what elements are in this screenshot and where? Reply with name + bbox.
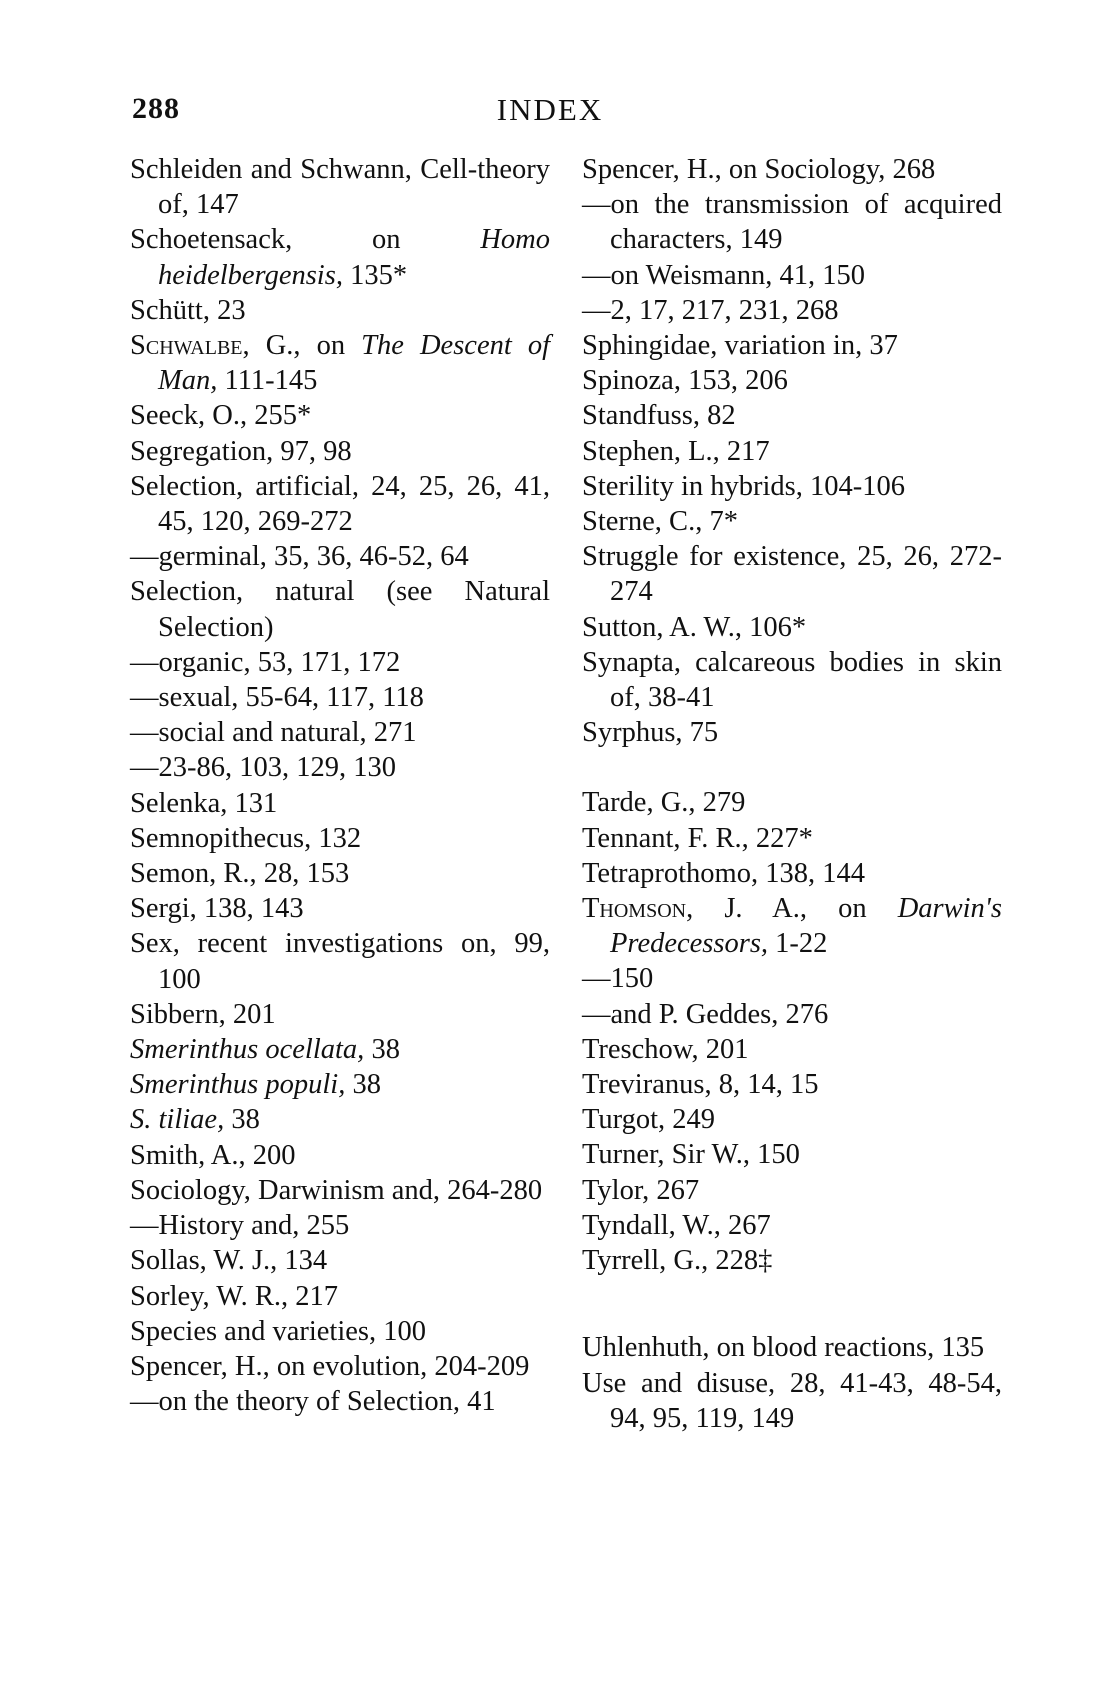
index-entry [582, 258, 1002, 293]
index-entry [582, 610, 1002, 645]
entry-text: —germinal, 35, 36, 46-52, 64 [130, 541, 469, 573]
entry-text: Treviranus, 8, 14, 15 [582, 1069, 819, 1101]
index-entry [130, 434, 550, 469]
index-entry [130, 222, 550, 292]
entry-text: Sibbern, 201 [130, 998, 276, 1030]
entry-text: Thomson [582, 893, 687, 925]
entry-text: Semon, R., 28, 153 [130, 858, 350, 890]
index-entry [130, 469, 550, 539]
entry-text: —23-86, 103, 129, 130 [130, 752, 396, 784]
entry-text: Species and varieties, 100 [130, 1315, 426, 1347]
entry-text: —2, 17, 217, 231, 268 [582, 294, 839, 326]
index-entry [582, 1208, 1002, 1243]
entry-text: The Descent of Man, [158, 330, 550, 397]
index-entry [582, 645, 1002, 715]
page-number: 288 [132, 92, 180, 125]
index-entry [130, 539, 550, 574]
entry-text: Smith, A., 200 [130, 1139, 296, 1171]
entry-text: Tyndall, W., 267 [582, 1209, 771, 1241]
index-entry [130, 328, 550, 398]
index-entry [582, 1032, 1002, 1067]
entry-text: Homo heidelbergensis, [158, 224, 550, 291]
index-entry [582, 1067, 1002, 1102]
section-gap [582, 750, 1002, 785]
entry-text: Schleiden and Schwann, Cell-theory of, 147 [130, 154, 550, 221]
index-entry [130, 715, 550, 750]
entry-text: —on the theory of Selection, 41 [130, 1386, 496, 1418]
entry-text: —on the transmission of acquired characters, 149 [582, 189, 1002, 256]
entry-text: Selenka, 131 [130, 787, 278, 819]
entry-text: —150 [582, 963, 654, 995]
index-entry [582, 434, 1002, 469]
entry-text: —social and natural, 271 [130, 717, 417, 749]
entry-text: 38 [224, 1104, 260, 1136]
entry-text: Schoetensack, on [130, 224, 481, 256]
index-entry [130, 1208, 550, 1243]
index-entry [130, 1173, 550, 1208]
entry-text: —History and, 255 [130, 1210, 350, 1242]
index-entry [130, 1102, 550, 1137]
entry-text: Spencer, H., on Sociology, 268 [582, 154, 936, 185]
index-entry [130, 1067, 550, 1102]
entry-text: Sociology, Darwinism and, 264-280 [130, 1174, 543, 1206]
entry-text: Sergi, 138, 143 [130, 893, 304, 925]
page-header [0, 92, 1100, 132]
page-title: INDEX [496, 92, 604, 127]
entry-text: Tylor, 267 [582, 1174, 700, 1206]
index-entry [130, 645, 550, 680]
index-entry [582, 1137, 1002, 1172]
index-entry [130, 1314, 550, 1349]
index-entry [130, 1243, 550, 1278]
index-entry [582, 1102, 1002, 1137]
index-entry [130, 398, 550, 433]
entry-text: Tennant, F. R., 227* [582, 822, 813, 854]
entry-text: 38 [364, 1034, 400, 1066]
index-entry [130, 1384, 550, 1419]
entry-text: Sollas, W. J., 134 [130, 1245, 328, 1277]
index-entry [582, 1243, 1002, 1278]
index-entry [130, 1279, 550, 1314]
entry-text: Stephen, L., 217 [582, 435, 770, 467]
index-entry [582, 152, 1002, 187]
index-entry [130, 856, 550, 891]
entry-text: Use and disuse, 28, 41-43, 48-54, 94, 95, 119, 149 [582, 1367, 1002, 1434]
index-entry [130, 152, 550, 222]
index-entry [130, 1138, 550, 1173]
index-entry [582, 363, 1002, 398]
entry-text: —on Weismann, 41, 150 [582, 259, 865, 291]
entry-text: Seeck, O., 255* [130, 400, 312, 432]
entry-text: , J. A., on [686, 893, 898, 925]
entry-text: Sterility in hybrids, 104-106 [582, 470, 905, 502]
entry-text: 111-145 [217, 365, 318, 397]
entry-text: Smerinthus populi, [130, 1069, 346, 1101]
entry-text: —organic, 53, 171, 172 [130, 646, 401, 678]
index-entry [582, 398, 1002, 433]
entry-text: 1-22 [768, 928, 828, 960]
index-entry [582, 539, 1002, 609]
entry-text: Turner, Sir W., 150 [582, 1139, 800, 1171]
index-entry [130, 786, 550, 821]
entry-text: Tetraprothomo, 138, 144 [582, 857, 865, 889]
entry-text: Synapta, calcareous bodies in skin of, 38-41 [582, 646, 1002, 714]
entry-text: Smerinthus ocellata, [130, 1034, 365, 1066]
index-entry [582, 856, 1002, 891]
index-entry [582, 1330, 1002, 1365]
entry-text: Sphingidae, variation in, 37 [582, 330, 898, 362]
index-entry [130, 750, 550, 785]
index-entry [582, 469, 1002, 504]
index-entry [130, 891, 550, 926]
index-entry [130, 997, 550, 1032]
entry-text: Spinoza, 153, 206 [582, 365, 788, 397]
entry-text: Spencer, H., on evolution, 204-209 [130, 1350, 530, 1382]
index-entry [582, 785, 1002, 820]
index-entry [130, 680, 550, 715]
index-entry [582, 1173, 1002, 1208]
index-entry [582, 328, 1002, 363]
index-entry [582, 293, 1002, 328]
entry-text: Tyrrell, G., 228‡ [582, 1245, 773, 1277]
index-entry [130, 1032, 550, 1067]
entry-text: Standfuss, 82 [582, 400, 736, 432]
section-gap [582, 1278, 1002, 1330]
entry-text: Sex, recent investigations on, 99, 100 [130, 928, 550, 995]
entry-text: Sutton, A. W., 106* [582, 611, 807, 643]
index-entry [582, 187, 1002, 257]
entry-text: , G., on [242, 330, 362, 362]
index-entry [582, 997, 1002, 1032]
index-column-left [130, 152, 550, 1419]
entry-text: Sterne, C., 7* [582, 506, 738, 538]
index-entry [582, 891, 1002, 961]
entry-text: Schütt, 23 [130, 294, 246, 326]
entry-text: Treschow, 201 [582, 1033, 749, 1065]
entry-text: Sorley, W. R., 217 [130, 1280, 338, 1312]
index-entry [130, 926, 550, 996]
index-entry [582, 821, 1002, 856]
entry-text: —sexual, 55-64, 117, 118 [130, 682, 424, 714]
index-entry [130, 293, 550, 328]
entry-text: Syrphus, 75 [582, 717, 719, 749]
entry-text: Darwin's Predecessors, [610, 893, 1002, 960]
index-entry [582, 1366, 1002, 1436]
index-entry [582, 504, 1002, 539]
entry-text: Selection, natural (see Natural Selection) [130, 576, 550, 643]
index-entry [582, 961, 1002, 996]
index-entry [582, 715, 1002, 750]
entry-text: Tarde, G., 279 [582, 787, 746, 819]
index-entry [130, 574, 550, 644]
entry-text: —and P. Geddes, 276 [582, 998, 829, 1030]
entry-text: Segregation, 97, 98 [130, 435, 352, 467]
entry-text: Uhlenhuth, on blood reactions, 135 [582, 1332, 985, 1364]
entry-text: Schwalbe [130, 330, 243, 362]
index-entry [130, 821, 550, 856]
entry-text: 135* [342, 259, 408, 291]
entry-text: Struggle for existence, 25, 26, 272-274 [582, 541, 1002, 608]
index-entry [130, 1349, 550, 1384]
entry-text: Turgot, 249 [582, 1104, 716, 1136]
index-column-right [582, 152, 1002, 1436]
entry-text: 38 [345, 1069, 381, 1101]
entry-text: Semnopithecus, 132 [130, 822, 362, 854]
entry-text: Selection, artificial, 24, 25, 26, 41, 45, 120, 269-272 [130, 470, 550, 538]
entry-text: S. tiliae, [130, 1104, 225, 1136]
